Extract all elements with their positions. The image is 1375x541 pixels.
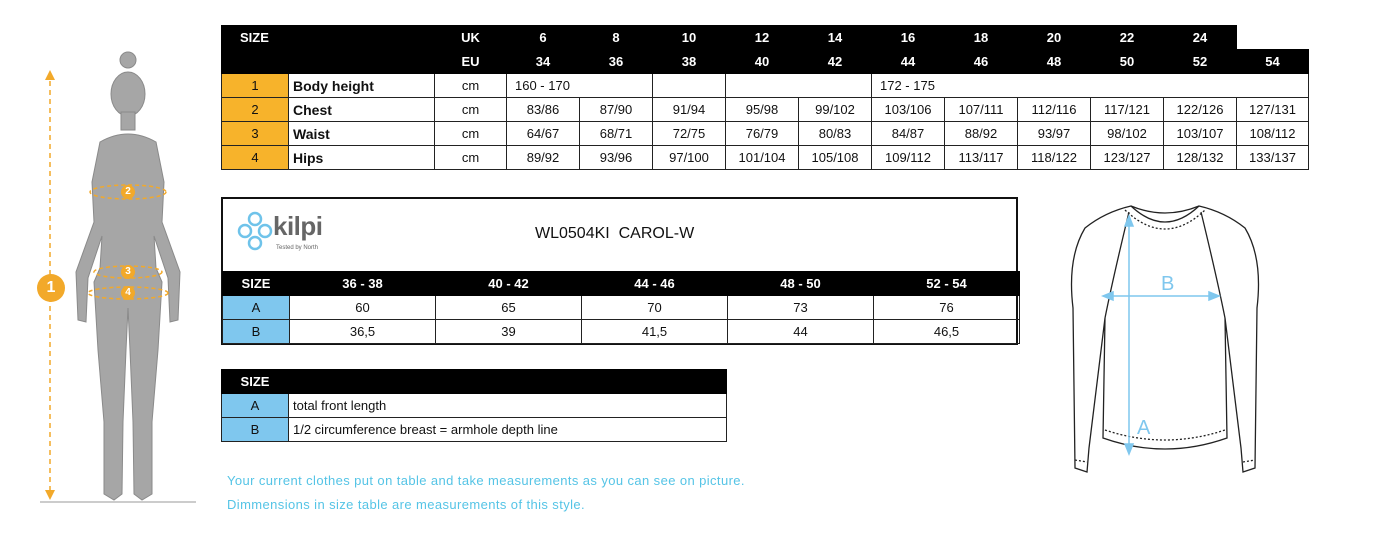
product-size-table [222, 271, 1020, 344]
eu-size: 50 [1091, 50, 1164, 74]
cell: 87/90 [580, 98, 653, 122]
eu-size: 46 [945, 50, 1018, 74]
uk-label: UK [435, 26, 507, 50]
size-range: 40 - 42 [436, 272, 582, 296]
cell: 89/92 [507, 146, 580, 170]
eu-size: 34 [507, 50, 580, 74]
cell: 122/126 [1164, 98, 1237, 122]
table-row [222, 122, 1309, 146]
cell: 127/131 [1237, 98, 1309, 122]
uk-size: 16 [872, 26, 945, 50]
row-label: A [222, 394, 289, 418]
eu-size: 52 [1164, 50, 1237, 74]
size-header-label: SIZE [223, 272, 290, 296]
marker-2: 2 [121, 185, 135, 199]
cell: 65 [436, 296, 582, 320]
cell: 41,5 [582, 320, 728, 344]
table-row [222, 98, 1309, 122]
cell: 112/116 [1018, 98, 1091, 122]
cell: 88/92 [945, 122, 1018, 146]
table-row [222, 74, 1309, 98]
cell: 123/127 [1091, 146, 1164, 170]
cell: 76 [874, 296, 1020, 320]
size-header-label: SIZE [222, 26, 289, 50]
row-label: B [223, 320, 290, 344]
product-code: WL0504KI [535, 225, 610, 242]
eu-size: 42 [799, 50, 872, 74]
measurement-legend-table [221, 369, 727, 442]
garment-drawing [1055, 198, 1275, 480]
cell: 84/87 [872, 122, 945, 146]
eu-size: 54 [1237, 50, 1309, 74]
cell [580, 74, 653, 98]
cell: 60 [290, 296, 436, 320]
garment-label-b: B [1161, 273, 1175, 295]
product-size-panel [221, 197, 1018, 345]
cell: 105/108 [799, 146, 872, 170]
legend-text: total front length [289, 394, 727, 418]
cell [726, 74, 799, 98]
cell: 117/121 [1091, 98, 1164, 122]
row-label: B [222, 418, 289, 442]
table-row [222, 394, 727, 418]
cell: 172 - 175 [872, 74, 945, 98]
cell: 36,5 [290, 320, 436, 344]
row-unit: cm [435, 74, 507, 98]
product-name: CAROL-W [618, 225, 695, 242]
marker-4: 4 [121, 286, 135, 300]
table-row [222, 418, 727, 442]
eu-label: EU [435, 50, 507, 74]
eu-size: 44 [872, 50, 945, 74]
product-title [535, 225, 694, 243]
eu-size: 40 [726, 50, 799, 74]
uk-size: 12 [726, 26, 799, 50]
brand-name: kilpi [273, 211, 323, 241]
row-number: 2 [222, 98, 289, 122]
uk-size: 22 [1091, 26, 1164, 50]
instruction-note: Dimmensions in size table are measurements of this style. [227, 497, 586, 512]
cell: 133/137 [1237, 146, 1309, 170]
cell [1091, 74, 1164, 98]
legend-header: SIZE [222, 370, 289, 394]
eu-size: 36 [580, 50, 653, 74]
cell: 101/104 [726, 146, 799, 170]
table-row [223, 296, 1020, 320]
cell [1018, 74, 1091, 98]
kilpi-logo-icon [237, 211, 273, 255]
cell: 109/112 [872, 146, 945, 170]
cell: 103/107 [1164, 122, 1237, 146]
cell: 97/100 [653, 146, 726, 170]
marker-3: 3 [121, 265, 135, 279]
row-unit: cm [435, 146, 507, 170]
size-range: 44 - 46 [582, 272, 728, 296]
cell: 76/79 [726, 122, 799, 146]
marker-1: 1 [37, 274, 65, 302]
cell: 93/97 [1018, 122, 1091, 146]
cell: 46,5 [874, 320, 1020, 344]
cell: 91/94 [653, 98, 726, 122]
uk-size: 20 [1018, 26, 1091, 50]
cell: 83/86 [507, 98, 580, 122]
cell: 93/96 [580, 146, 653, 170]
row-label: Waist [289, 122, 361, 146]
cell: 39 [436, 320, 582, 344]
row-number: 3 [222, 122, 289, 146]
cell: 72/75 [653, 122, 726, 146]
uk-size: 8 [580, 26, 653, 50]
cell: 68/71 [580, 122, 653, 146]
row-number: 1 [222, 74, 289, 98]
legend-text: 1/2 circumference breast = armhole depth line [289, 418, 727, 442]
cell: 128/132 [1164, 146, 1237, 170]
cell: 103/106 [872, 98, 945, 122]
garment-label-a: A [1137, 417, 1151, 439]
row-unit: cm [435, 122, 507, 146]
cell: 64/67 [507, 122, 580, 146]
cell [1237, 74, 1309, 98]
eu-size: 38 [653, 50, 726, 74]
size-range: 36 - 38 [290, 272, 436, 296]
row-number: 4 [222, 146, 289, 170]
instruction-note: Your current clothes put on table and take measurements as you can see on picture. [227, 473, 745, 488]
cell: 73 [728, 296, 874, 320]
table-row [222, 146, 1309, 170]
brand-tagline: Tested by North [276, 245, 319, 251]
cell: 95/98 [726, 98, 799, 122]
uk-size: 18 [945, 26, 1018, 50]
cell: 107/111 [945, 98, 1018, 122]
cell: 98/102 [1091, 122, 1164, 146]
size-range: 48 - 50 [728, 272, 874, 296]
row-label: Chest [289, 98, 361, 122]
uk-size: 14 [799, 26, 872, 50]
eu-size: 48 [1018, 50, 1091, 74]
cell: 70 [582, 296, 728, 320]
size-header-row-uk [222, 26, 1309, 50]
row-label: Body height [289, 74, 435, 98]
row-unit: cm [435, 98, 507, 122]
size-table [221, 25, 1309, 170]
size-header-row-eu [222, 50, 1309, 74]
cell: 44 [728, 320, 874, 344]
cell [653, 74, 726, 98]
row-label: Hips [289, 146, 361, 170]
cell: 118/122 [1018, 146, 1091, 170]
cell: 108/112 [1237, 122, 1309, 146]
size-range: 52 - 54 [874, 272, 1020, 296]
cell [799, 74, 872, 98]
uk-size: 6 [507, 26, 580, 50]
cell [1164, 74, 1237, 98]
row-label: A [223, 296, 290, 320]
cell: 113/117 [945, 146, 1018, 170]
cell: 99/102 [799, 98, 872, 122]
uk-size: 24 [1164, 26, 1237, 50]
cell [945, 74, 1018, 98]
cell: 160 - 170 [507, 74, 580, 98]
cell: 80/83 [799, 122, 872, 146]
uk-size: 10 [653, 26, 726, 50]
table-row [223, 320, 1020, 344]
